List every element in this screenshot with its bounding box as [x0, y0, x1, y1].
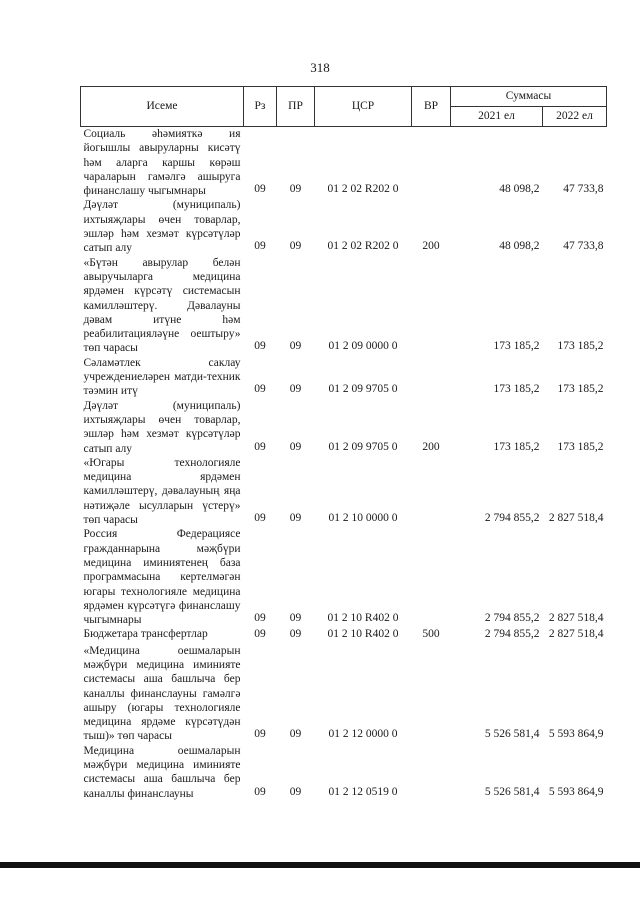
row-pr: 09: [289, 183, 302, 196]
row-rz: 09: [254, 340, 266, 353]
table-row: [81, 127, 607, 199]
row-vr: [412, 644, 451, 744]
row-name: Бюджетара трансфертлар: [83, 628, 208, 641]
page-bottom-border: [0, 862, 640, 868]
header-year-2021: 2021 ел: [451, 107, 543, 127]
row-name: Дәүләт (муниципаль) ихтыяҗлары өчен товарлар, эшләр һәм хезмәт күрсәтүләр сатып алу: [83, 199, 241, 255]
row-amount-2021: 5 526 581,4: [484, 785, 540, 798]
table-row: [81, 399, 607, 456]
row-csr: 01 2 02 R202 0: [327, 240, 399, 253]
header-amounts: Суммасы: [451, 87, 607, 107]
row-amount-2021: 48 098,2: [499, 240, 540, 253]
row-vr: [412, 744, 451, 801]
row-rz: 09: [254, 785, 266, 798]
row-vr: 200: [422, 240, 440, 253]
table-row: [81, 627, 607, 643]
header-pr: ПР: [277, 87, 315, 127]
row-rz: 09: [254, 240, 266, 253]
row-rz: 09: [254, 628, 266, 641]
row-csr: 01 2 02 R202 0: [327, 183, 399, 196]
row-amount-2022: 5 593 864,9: [548, 728, 604, 741]
table-row: [81, 256, 607, 356]
row-amount-2022: 5 593 864,9: [548, 785, 604, 798]
header-csr: ЦСР: [315, 87, 412, 127]
row-name: «Медицина оешмаларын мәҗбүри медицина иминияте системасы аша башлыча бер каналлы финанслауны гамәлгә ашыру (югары технологияле медицина ярдәме күрсәтүдән тыш)» төп чарасы: [83, 644, 241, 743]
row-amount-2022: 2 827 518,4: [548, 512, 604, 525]
row-rz: 09: [254, 440, 266, 453]
row-rz: 09: [254, 612, 266, 625]
row-pr: 09: [289, 340, 302, 353]
row-amount-2021: 173 185,2: [493, 440, 540, 453]
row-amount-2021: 173 185,2: [493, 383, 540, 396]
row-vr: [412, 127, 451, 199]
page-number: 318: [310, 60, 330, 75]
row-csr: 01 2 10 0000 0: [328, 512, 398, 525]
row-pr: 09: [289, 512, 302, 525]
row-vr: [412, 256, 451, 356]
row-vr: [412, 527, 451, 627]
table-row: [81, 356, 607, 399]
row-amount-2021: 173 185,2: [493, 340, 540, 353]
row-amount-2022: 173 185,2: [557, 340, 604, 353]
row-amount-2022: 2 827 518,4: [548, 628, 604, 641]
row-amount-2022: 47 733,8: [563, 183, 604, 196]
row-csr: 01 2 09 9705 0: [328, 440, 398, 453]
header-rz: Рз: [244, 87, 277, 127]
row-pr: 09: [289, 628, 302, 641]
row-name: Дәүләт (муниципаль) ихтыяҗлары өчен товарлар, эшләр һәм хезмәт күрсәтүләр сатып алу: [83, 399, 241, 455]
row-csr: 01 2 10 R402 0: [327, 612, 399, 625]
row-name: Сәламәтлек саклау учреждениеләрен матди-техник тәэмин итү: [83, 356, 241, 398]
row-csr: 01 2 09 0000 0: [328, 340, 398, 353]
table-body: [81, 127, 607, 801]
row-amount-2022: 173 185,2: [557, 440, 604, 453]
row-amount-2021: 5 526 581,4: [484, 728, 540, 741]
header-year-2022: 2022 ел: [543, 107, 607, 127]
row-rz: 09: [254, 728, 266, 741]
row-pr: 09: [289, 440, 302, 453]
row-name: «Югары технологияле медицина ярдәмен камилләштерү, дәвалауның яңа нәтиҗәле ысулларын үстерү» төп чарасы: [83, 456, 241, 527]
row-pr: 09: [289, 785, 302, 798]
row-rz: 09: [254, 383, 266, 396]
row-csr: 01 2 12 0519 0: [328, 785, 398, 798]
row-pr: 09: [289, 728, 302, 741]
row-vr: 200: [422, 440, 440, 453]
row-pr: 09: [289, 240, 302, 253]
table-row: [81, 644, 607, 744]
header-name: Исеме: [81, 87, 244, 127]
row-vr: [412, 356, 451, 399]
row-amount-2021: 2 794 855,2: [484, 612, 540, 625]
row-name: «Бүтән авырулар белән авыручыларга медицина ярдәмен күрсәтү системасын камилләштерү. Дәвалауны дәвам итүне һәм реабилитацияләүне оештыру» төп чарасы: [83, 256, 241, 355]
row-amount-2021: 2 794 855,2: [484, 628, 540, 641]
row-amount-2022: 47 733,8: [563, 240, 604, 253]
table-row: [81, 527, 607, 627]
table-row: [81, 744, 607, 801]
row-amount-2022: 173 185,2: [557, 383, 604, 396]
row-amount-2022: 2 827 518,4: [548, 612, 604, 625]
row-rz: 09: [254, 183, 266, 196]
budget-table: [80, 86, 607, 801]
row-name: Социаль әһәмияткә ия йогышлы авыруларны кисәтү һәм аларга каршы көрәш чараларын гамәлгә ашыруга финанслашу чыгымнары: [83, 128, 241, 198]
row-amount-2021: 2 794 855,2: [484, 512, 540, 525]
row-csr: 01 2 12 0000 0: [328, 728, 398, 741]
table-row: [81, 456, 607, 527]
row-pr: 09: [289, 612, 302, 625]
header-vr: ВР: [412, 87, 451, 127]
row-amount-2021: 48 098,2: [499, 183, 540, 196]
table-row: [81, 198, 607, 255]
row-vr: [412, 456, 451, 527]
row-pr: 09: [289, 383, 302, 396]
row-rz: 09: [254, 512, 266, 525]
row-csr: 01 2 10 R402 0: [327, 628, 399, 641]
row-name: Медицина оешмаларын мәҗбүри медицина иминияте системасы аша башлыча бер каналлы финанслауны: [83, 744, 241, 800]
row-name: Россия Федерациясе гражданнарына мәҗбүри медицина иминиятенең база программасына кертелмәгән югары технологияле медицина ярдәмен күрсәтүгә финанслашу чыгымнары: [83, 528, 241, 627]
row-csr: 01 2 09 9705 0: [328, 383, 398, 396]
row-vr: 500: [422, 628, 440, 641]
